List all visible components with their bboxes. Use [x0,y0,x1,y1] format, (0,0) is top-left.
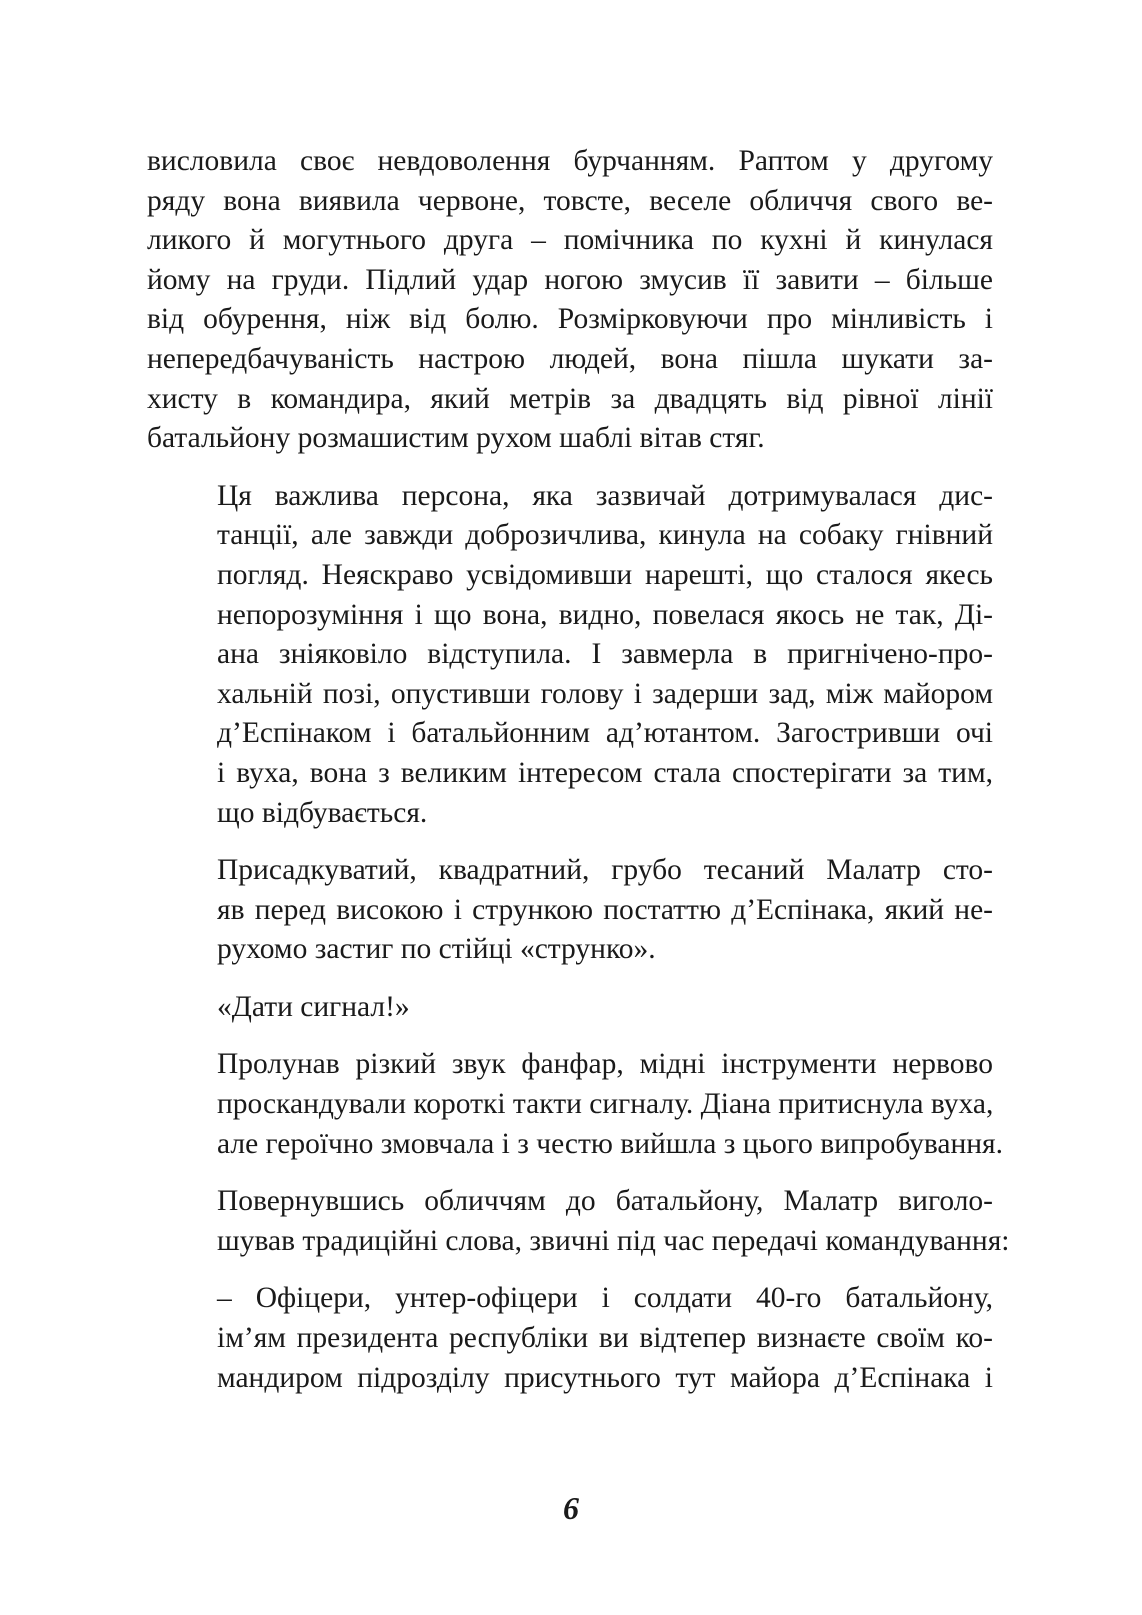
text-line: і вуха, вона з великим інтересом стала спостерігати за тим, [217,756,993,789]
text-line: йому на груди. Підлий удар ногою змусив її завити – більше [147,263,993,296]
paragraph [147,1045,1003,1164]
text-line: «Дати сигнал!» [217,990,410,1023]
text-line: Ця важлива персона, яка зазвичай дотримувалася дис- [217,479,993,512]
text-line: Пролунав різкий звук фанфар, мідні інструменти нервово [217,1048,993,1081]
text-line: батальйону розмашистим рухом шаблі вітав стяг. [147,422,765,455]
text-line: д’Еспінаком і батальйонним ад’ютантом. Загостривши очі [217,717,993,750]
paragraph [147,1279,993,1398]
page-number: 6 [563,1490,579,1526]
text-line: від обурення, ніж від болю. Розмірковуючи про мінливість і [147,303,993,336]
text-line: мандиром підрозділу присутнього тут майора д’Еспінака і [217,1361,993,1394]
text-line: Присадкуватий, квадратний, грубо тесаний Малатр сто- [217,854,993,887]
paragraph [147,851,993,970]
text-line: проскандували короткі такти сигналу. Діана притиснула вуха, [217,1088,994,1121]
text-line: Повернувшись обличчям до батальйону, Малатр виголо- [217,1185,993,1218]
text-line: ім’ям президента республіки ви відтепер визнаєте своїм ко- [217,1322,993,1355]
text-line: ана зніяковіло відступила. І завмерла в пригнічено-про- [217,638,993,671]
text-line: але героїчно змовчала і з честю вийшла з цього випробування. [217,1127,1003,1160]
text-line: – Офіцери, унтер-офіцери і солдати 40-го батальйону, [217,1282,993,1315]
text-line: рухомо застиг по стійці «струнко». [217,933,656,966]
paragraph [147,477,993,833]
text-line: непередбачуваність настрою людей, вона пішла шукати за- [147,342,993,375]
paragraph [147,142,993,459]
page-body [147,142,1010,1416]
text-line: ликого й могутнього друга – помічника по кухні й кинулася [147,224,993,257]
text-line: ряду вона виявила червоне, товсте, веселе обличчя свого ве- [147,184,993,217]
text-line: шував традиційні слова, звичні під час передачі командування: [217,1224,1010,1257]
paragraph [147,1182,1010,1261]
paragraph [147,988,993,1028]
text-line: погляд. Неяскраво усвідомивши нарешті, що сталося якесь [217,558,993,591]
text-line: що відбувається. [217,796,428,829]
text-line: висловила своє невдоволення бурчанням. Раптом у другому [147,145,993,177]
text-line: танції, але завжди доброзичлива, кинула на собаку гнівний [217,519,993,552]
text-line: хальній позі, опустивши голову і задерши зад, між майором [217,677,993,710]
text-line: хисту в командира, який метрів за двадцять від рівної лінії [147,382,993,415]
text-line: непорозуміння і що вона, видно, повелася якось не так, Ді- [217,598,993,631]
text-line: яв перед високою і стрункою постаттю д’Еспінака, який не- [217,893,993,926]
